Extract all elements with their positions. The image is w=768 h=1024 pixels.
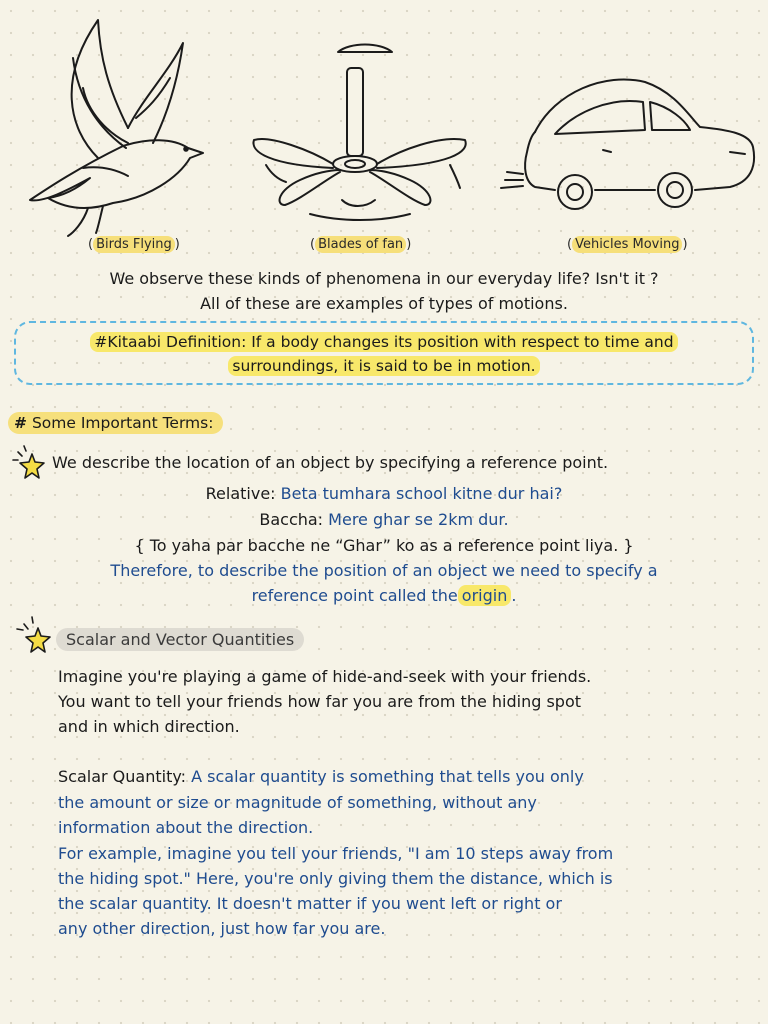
definition-line-2 (0, 357, 768, 375)
baccha-line (0, 510, 768, 529)
car-illustration (495, 72, 755, 212)
scalar-line-1 (58, 767, 584, 786)
note-line: { To yaha par bacche ne “Ghar” ko as a reference point liya. } (134, 536, 634, 555)
reference-point-bullet: We describe the location of an object by specifying a reference point. (52, 453, 609, 472)
caption-birds-text: Birds Flying (93, 236, 175, 253)
relative-text: Beta tumhara school kitne dur hai? (280, 484, 563, 503)
relative-label: Relative: (205, 484, 276, 503)
intro-line-1: We observe these kinds of phenomena in our everyday life? Isn't it ? (109, 269, 659, 288)
example-line-1: For example, imagine you tell your friends, "I am 10 steps away from (58, 844, 614, 863)
caption-birds: ( Birds Flying ) (88, 237, 180, 252)
baccha-label: Baccha: (259, 510, 324, 529)
intro-line-2: All of these are examples of types of motions. (200, 294, 568, 313)
caption-fan: ( Blades of fan ) (310, 237, 412, 252)
caption-vehicles: ( Vehicles Moving ) (567, 237, 688, 252)
definition-text-2: surroundings, it is said to be in motion. (228, 356, 539, 376)
terms-heading-text: Some Important Terms: (31, 414, 214, 432)
baccha-text: Mere ghar se 2km dur. (328, 510, 509, 529)
star-icon (14, 614, 54, 656)
imagine-line-3: and in which direction. (58, 717, 240, 736)
bird-illustration (28, 18, 218, 238)
hash-icon: # (14, 414, 27, 432)
scalar-line-3: information about the direction. (58, 818, 314, 837)
therefore-line-2-prefix: reference point called the (251, 586, 458, 605)
scalar-vector-heading: Scalar and Vector Quantities (56, 628, 304, 651)
caption-fan-text: Blades of fan (315, 236, 406, 253)
therefore-period: . (511, 586, 517, 605)
star-icon (10, 442, 50, 482)
scalar-label: Scalar Quantity: (58, 767, 187, 786)
imagine-line-2: You want to tell your friends how far you are from the hiding spot (58, 692, 582, 711)
therefore-line-2 (0, 586, 768, 605)
relative-line (0, 484, 768, 503)
definition-line-1 (0, 333, 768, 351)
example-line-2: the hiding spot." Here, you're only giving them the distance, which is (58, 869, 613, 888)
terms-heading (8, 412, 223, 434)
definition-text-1: #Kitaabi Definition: If a body changes its position with respect to time and (90, 332, 677, 352)
imagine-line-1: Imagine you're playing a game of hide-and-seek with your friends. (58, 667, 592, 686)
origin-highlight: origin (458, 585, 512, 606)
example-line-4: any other direction, just how far you are. (58, 919, 386, 938)
caption-vehicles-text: Vehicles Moving (572, 236, 682, 253)
therefore-line-1: Therefore, to describe the position of an object we need to specify a (110, 561, 658, 580)
scalar-line-2: the amount or size or magnitude of something, without any (58, 793, 537, 812)
fan-illustration (250, 40, 480, 225)
example-line-3: the scalar quantity. It doesn't matter if you went left or right or (58, 894, 562, 913)
scalar-text-1: A scalar quantity is something that tells you only (191, 767, 584, 786)
